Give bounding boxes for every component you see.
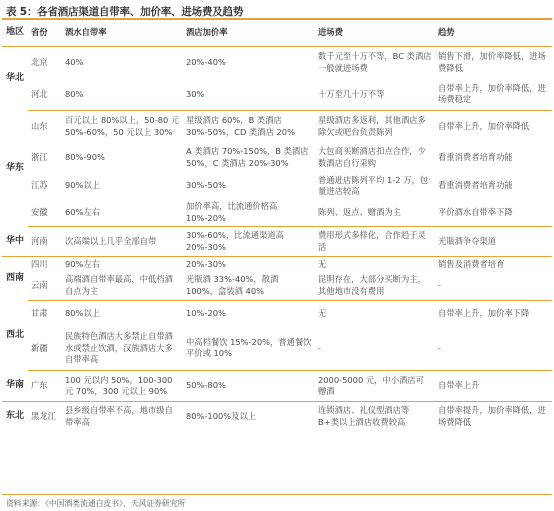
entry-fee-cell: 大包商买断酒店扣点合作，少数酒店自行采购: [318, 146, 426, 168]
markup-cell: 30%-50%: [186, 180, 226, 191]
markup-cell: 20%-40%: [186, 57, 226, 68]
region-cell: 华东: [5, 162, 24, 173]
trend-cell: 看重消费者培育功能: [438, 151, 513, 162]
province-cell: 四川: [31, 258, 48, 269]
markup-cell: 加价率高，比流通价格高 10%-20%: [183, 200, 315, 227]
entry-fee-cell: 费用形式多样化，合作趋于灵活: [315, 227, 435, 257]
trend-cell: 自带率提升，加价率降低，进场费降低: [438, 405, 546, 427]
markup-cell: 50%-80%: [183, 371, 315, 402]
markup-cell: 10%-20%: [186, 308, 226, 319]
region-cell: 华南: [2, 371, 28, 402]
trend-cell: 自带率上升，加价率下降: [438, 308, 530, 319]
region-cell: 华中: [2, 227, 28, 257]
trend-cell: 自带率上升，加价率降低: [438, 121, 530, 132]
province-cell: 云南: [28, 272, 62, 301]
header-trend: 趋势: [435, 20, 552, 47]
province-cell: 新疆: [28, 327, 62, 371]
trend-cell: -: [435, 327, 552, 371]
self-bring-cell: 90%以上: [65, 180, 101, 191]
entry-fee-cell: 昆明存在，大部分买断为主，其他地市没有费用: [315, 272, 435, 301]
table-row: [2, 47, 552, 79]
province-cell: 黑龙江: [31, 411, 56, 422]
region-cell: 西北: [5, 329, 24, 340]
markup-cell: 80%-100%及以上: [186, 411, 257, 422]
self-bring-cell: 80%以上: [65, 308, 101, 319]
entry-fee-cell: 2000-5000 元，中小酒店可赠酒: [315, 371, 435, 402]
markup-cell: 光瓶酒 33%-40%，散酒 100%，盒装酒 40%: [183, 272, 315, 301]
trend-cell: 销售及消费者培育: [438, 258, 505, 269]
table-row: [2, 371, 552, 402]
self-bring-cell: 40%: [65, 57, 84, 68]
header-region: 地区: [2, 20, 28, 47]
province-cell: 河南: [28, 227, 62, 257]
entry-fee-cell: 连锁酒店、礼仪型酒店等 B+类以上酒店收费较高: [318, 405, 410, 427]
entry-fee-cell: 陈列、返点、赠酒为主: [315, 200, 435, 227]
entry-fee-cell: 无: [318, 258, 327, 269]
province-cell: 广东: [28, 371, 62, 402]
entry-fee-cell: 普通进店陈列平均 1-2 万，包量进店较高: [318, 174, 429, 196]
self-bring-cell: 90%左右: [65, 258, 101, 269]
trend-cell: 销售下滑，加价率降低，进场费降低: [438, 51, 546, 73]
table-row: [2, 173, 552, 200]
entry-fee-cell: 十万至几十万不等: [315, 79, 435, 111]
province-cell: 安徽: [28, 200, 62, 227]
header-markup: 酒店加价率: [183, 20, 315, 47]
trend-cell: 平价酒水自带率下降: [435, 200, 552, 227]
table-row: [2, 111, 552, 143]
region-cell: 东北: [5, 411, 24, 422]
province-cell: 浙江: [31, 151, 48, 162]
markup-cell: 30%-60%，比流通渠道高 20%-30%: [183, 227, 315, 257]
header-province: 省份: [28, 20, 62, 47]
region-cell: 西南: [5, 273, 24, 284]
table-row: [2, 402, 552, 432]
table-row: [2, 200, 552, 227]
markup-cell: 星级酒店 60%，B 类酒店 30%-50%，CD 类酒店 20%: [186, 115, 295, 137]
province-cell: 河北: [28, 79, 62, 111]
table-row: [2, 257, 552, 272]
entry-fee-cell: 无: [318, 308, 327, 319]
province-cell: 北京: [31, 57, 48, 68]
markup-cell: 20%-30%: [186, 258, 226, 269]
region-cell: 华北: [5, 73, 24, 84]
bottom-divider: [2, 494, 552, 495]
table-row: [2, 227, 552, 257]
entry-fee-cell: 星级酒店多返利，其他酒店多除欠或吧台负责陈列: [318, 115, 426, 137]
province-cell: 江苏: [31, 180, 48, 191]
self-bring-cell: 百元以上 80%以上，50-80 元 50%-60%，50 元以上 30%: [65, 115, 180, 137]
trend-cell: 看重消费者培育功能: [438, 180, 513, 191]
table-header-row: [2, 20, 552, 47]
province-hotel-channel-table: [2, 20, 552, 432]
trend-cell: 自带率上升: [435, 371, 552, 402]
markup-cell: 30%: [183, 79, 315, 111]
self-bring-cell: 80%: [62, 79, 183, 111]
table-row: [2, 327, 552, 371]
trend-cell: -: [435, 272, 552, 301]
self-bring-cell: 次高端以上几乎全部自带: [62, 227, 183, 257]
province-cell: 甘肃: [31, 308, 48, 319]
header-self-bring: 酒水自带率: [62, 20, 183, 47]
self-bring-cell: 民族特色酒店大多禁止自带酒水或禁止饮酒，汉族酒店大多自带率高: [62, 327, 183, 371]
trend-cell: 自带率上升，加价率降低，进场费稳定: [435, 79, 552, 111]
table-row: [2, 143, 552, 173]
trend-cell: 光瓶酒争夺渠道: [435, 227, 552, 257]
self-bring-cell: 60%左右: [62, 200, 183, 227]
self-bring-cell: 80%-90%: [65, 151, 105, 162]
entry-fee-cell: 数千元至十万不等，BC 类酒店一般就进场费: [318, 51, 432, 73]
table-row: [2, 301, 552, 327]
self-bring-cell: 高端酒自带率最高，中低档酒自点为主: [62, 272, 183, 301]
self-bring-cell: 县乡级自带率不高，地市级自带率高: [65, 405, 173, 427]
table-row: [2, 79, 552, 111]
markup-cell: A 类酒店 70%-150%，B 类酒店 50%，C 类酒店 20%-30%: [186, 146, 309, 168]
self-bring-cell: 100 元以内 50%，100-300 元 70%，300 元以上 90%: [62, 371, 183, 402]
source-note: 资料来源：《中国酒类流通白皮书》、天风证券研究所: [6, 499, 186, 508]
entry-fee-cell: -: [315, 327, 435, 371]
province-cell: 山东: [31, 121, 48, 132]
table-row: [2, 272, 552, 301]
markup-cell: 中高档餐饮 15%-20%，普通餐饮平价或 10%: [183, 327, 315, 371]
table-title: 表 5：各省酒店渠道自带率、加价率、进场费及趋势: [6, 6, 244, 18]
header-entry-fee: 进场费: [315, 20, 435, 47]
